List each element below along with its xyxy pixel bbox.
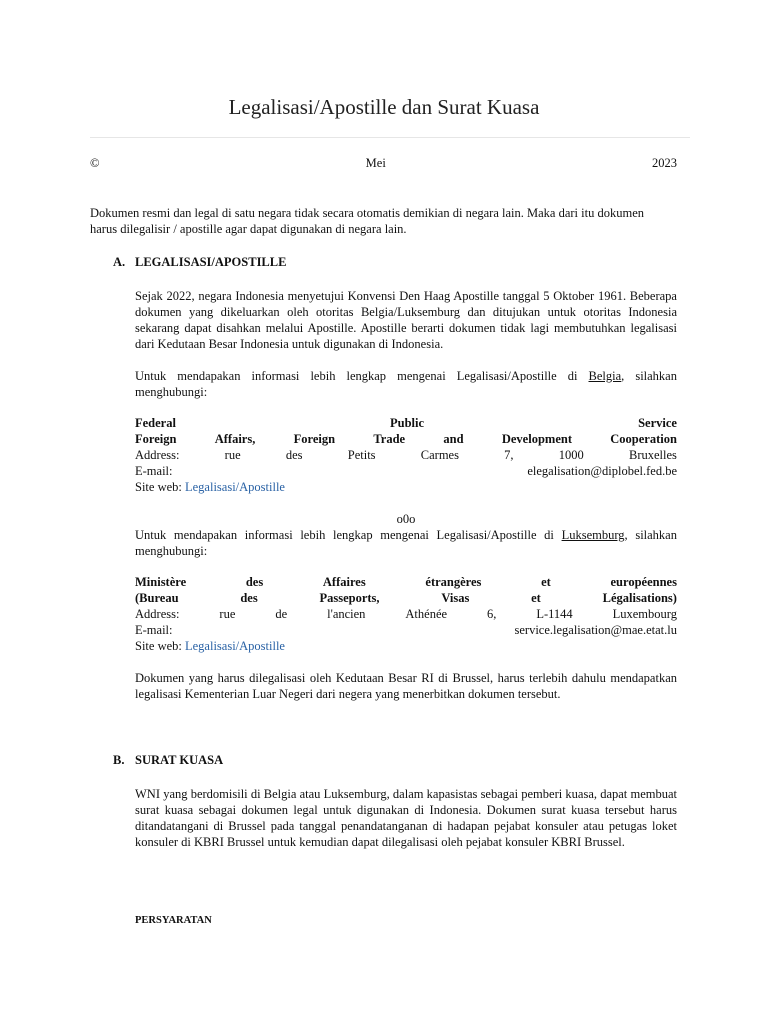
section-b-heading: [113, 752, 223, 768]
date-month: Mei: [365, 156, 386, 170]
word: and: [443, 432, 464, 446]
belgia-site-link[interactable]: Legalisasi/Apostille: [185, 480, 285, 494]
date-line: [90, 155, 677, 171]
belgia-info-paragraph: [135, 368, 677, 400]
word: Petits: [347, 448, 376, 462]
word: et: [531, 591, 541, 605]
word: Service: [638, 416, 677, 430]
word: de: [275, 607, 288, 621]
word: L-1144: [536, 607, 573, 621]
belgia-info-suffix: , silahkan menghubungi:: [135, 369, 677, 399]
intro-line-2: harus dilegalisir / apostille agar dapat digunakan di negara lain.: [90, 222, 407, 236]
word: Luxembourg: [612, 607, 677, 621]
apostille-paragraph: Sejak 2022, negara Indonesia menyetujui Konvensi Den Haag Apostille tanggal 5 Oktober 1961. Beberapa dokumen yang dikeluarkan oleh otoritas Belgia/Luksemburg dan ditujukan untuk otoritas Indonesia sekarang dapat disahkan melalui Apostille. Apostille berarti dokumen tidak lagi membutuhkan legalisasi dari Kedutaan Besar Indonesia untuk digunakan di Indonesia.: [135, 289, 677, 351]
word: Address:: [135, 448, 180, 462]
belgia-info-text: Untuk mendapakan informasi lebih lengkap mengenai Legalisasi/Apostille di: [135, 369, 589, 383]
belgia-contact-line1: [135, 415, 677, 431]
intro-paragraph: [90, 205, 690, 237]
belgia-country: Belgia: [588, 369, 622, 383]
word: Légalisations): [602, 591, 677, 605]
belgia-email-label: E-mail:: [135, 464, 173, 478]
word: Foreign: [135, 432, 177, 446]
surat-kuasa-paragraph: WNI yang berdomisili di Belgia atau Luksemburg, dalam kapasistas sebagai pemberi kuasa, dapat membuat surat kuasa sebagai dokumen legal untuk digunakan di Indonesia. Dokumen surat kuasa tersebut harus ditandatangani di Brussel pada tanggal penandatanganan di hadapan pejabat konsuler atau petugas loket konsuler di KBRI Brussel untuk kemudian dapat dilegalisasi oleh pejabat konsuler KBRI Brussel.: [135, 787, 677, 849]
belgia-address: [135, 447, 677, 463]
word: des: [240, 591, 258, 605]
section-a-heading: [113, 254, 286, 270]
word: Address:: [135, 607, 180, 621]
requirements-heading: PERSYARATAN: [135, 915, 212, 926]
word: Ministère: [135, 575, 187, 589]
lux-contact-line1: [135, 574, 677, 590]
word: Federal: [135, 416, 176, 430]
word: Public: [390, 416, 425, 430]
lux-site-link[interactable]: Legalisasi/Apostille: [185, 639, 285, 653]
word: Affairs,: [214, 432, 256, 446]
lux-info-paragraph: [135, 527, 677, 559]
word: (Bureau: [135, 591, 179, 605]
word: Development: [501, 432, 572, 446]
word: Cooperation: [610, 432, 677, 446]
lux-contact-block: [135, 574, 677, 654]
word: Carmes: [420, 448, 459, 462]
word: des: [245, 575, 264, 589]
word: Athénée: [405, 607, 448, 621]
word: des: [285, 448, 303, 462]
date-year: 2023: [651, 156, 677, 170]
section-b-title: SURAT KUASA: [135, 753, 224, 767]
belgia-contact-line2: [135, 431, 677, 447]
belgia-contact-block: [135, 415, 677, 495]
word: 6,: [487, 607, 497, 621]
word: Visas: [441, 591, 470, 605]
title-divider: [90, 137, 690, 138]
word: étrangères: [425, 575, 482, 589]
word: européennes: [610, 575, 677, 589]
page-title: Legalisasi/Apostille dan Surat Kuasa: [228, 95, 540, 119]
lux-email: service.legalisation@mae.etat.lu: [514, 623, 677, 637]
word: l'ancien: [327, 607, 366, 621]
belgia-site-line: [135, 479, 677, 495]
word: et: [541, 575, 551, 589]
belgia-email: elegalisation@diplobel.fed.be: [527, 464, 677, 478]
lux-info-text: Untuk mendapakan informasi lebih lengkap mengenai Legalisasi/Apostille di: [135, 528, 562, 542]
section-a-title: LEGALISASI/APOSTILLE: [135, 255, 287, 269]
word: rue: [219, 607, 236, 621]
copyright-symbol: ©: [90, 156, 100, 170]
lux-contact-line2: [135, 590, 677, 606]
word: Foreign: [293, 432, 336, 446]
word: rue: [224, 448, 241, 462]
belgia-email-line: [135, 463, 677, 479]
word: Trade: [373, 432, 406, 446]
word: 7,: [504, 448, 514, 462]
section-a-letter: A.: [113, 255, 126, 269]
word: Affaires: [322, 575, 366, 589]
section-b-letter: B.: [113, 753, 125, 767]
belgia-site-label: Site web:: [135, 480, 185, 494]
closing-paragraph: Dokumen yang harus dilegalisasi oleh Kedutaan Besar RI di Brussel, harus terlebih dahulu mendapatkan legalisasi Kementerian Luar Negeri dari negera yang menerbitkan dokumen tersebut.: [135, 671, 677, 701]
lux-email-line: [135, 622, 677, 638]
word: 1000: [558, 448, 584, 462]
word: Bruxelles: [628, 448, 677, 462]
separator: o0o: [396, 512, 416, 526]
lux-country: Luksemburg: [561, 528, 625, 542]
word: Passeports,: [319, 591, 380, 605]
lux-address: [135, 606, 677, 622]
lux-site-label: Site web:: [135, 639, 185, 653]
intro-line-1: Dokumen resmi dan legal di satu negara tidak secara otomatis demikian di negara lain. Maka dari itu dokumen: [90, 206, 644, 220]
lux-email-label: E-mail:: [135, 623, 173, 637]
lux-info-suffix: , silahkan menghubungi:: [135, 528, 677, 558]
lux-site-line: [135, 638, 677, 654]
